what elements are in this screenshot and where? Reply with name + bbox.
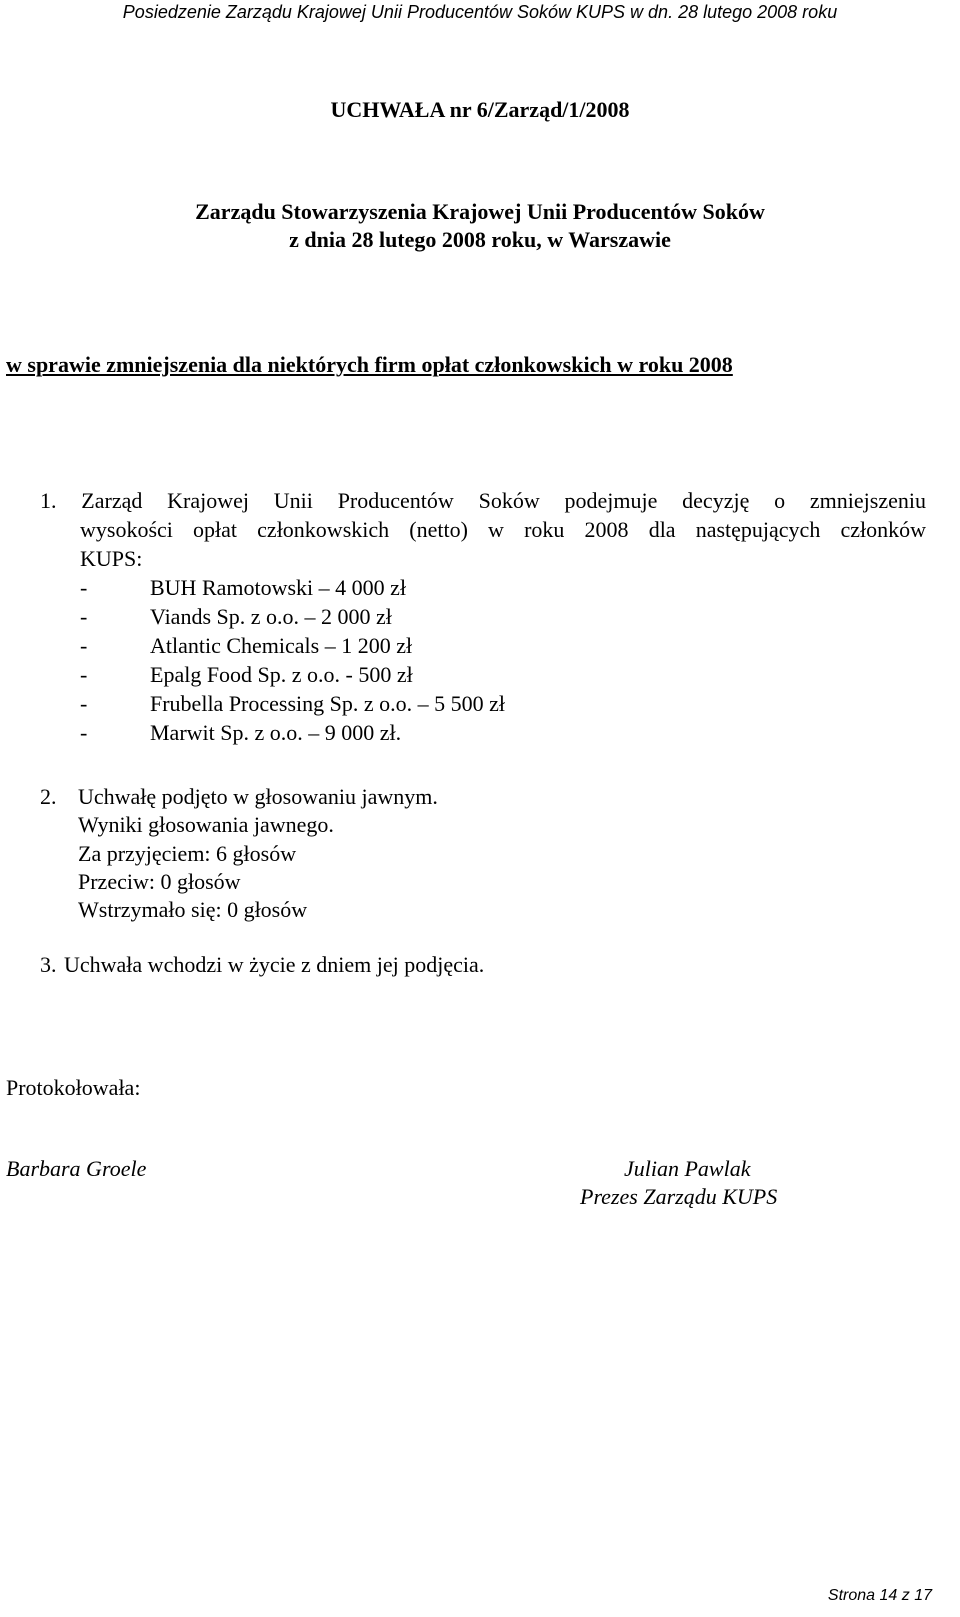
resolution-subtitle-line2: z dnia 28 lutego 2008 roku, w Warszawie	[289, 227, 671, 252]
member-item: Marwit Sp. z o.o. – 9 000 zł.	[150, 720, 402, 745]
list-dash: -	[80, 575, 88, 600]
item2-number: 2.	[40, 784, 57, 809]
item1-line2: wysokości opłat członkowskich (netto) w roku 2008 dla następujących członków	[80, 517, 926, 542]
votes-abstained: Wstrzymało się: 0 głosów	[78, 897, 308, 922]
votes-for: Za przyjęciem: 6 głosów	[78, 841, 297, 866]
resolution-subtitle-line1: Zarządu Stowarzyszenia Krajowej Unii Producentów Soków	[195, 199, 765, 224]
item1-line3: KUPS:	[80, 546, 143, 571]
recorded-by-label: Protokołowała:	[6, 1075, 141, 1100]
item1-line1: 1. Zarząd Krajowej Unii Producentów Soków podejmuje decyzję o zmniejszeniu	[40, 488, 926, 513]
signature-right-title: Prezes Zarządu KUPS	[580, 1184, 778, 1209]
signature-left: Barbara Groele	[6, 1156, 147, 1181]
votes-against: Przeciw: 0 głosów	[78, 869, 241, 894]
list-dash: -	[80, 662, 88, 687]
signature-right-name: Julian Pawlak	[624, 1156, 751, 1181]
vote-results-title: Wyniki głosowania jawnego.	[78, 812, 334, 837]
page-number: Strona 14 z 17	[827, 1587, 932, 1604]
member-item: BUH Ramotowski – 4 000 zł	[150, 575, 407, 600]
list-dash: -	[80, 633, 88, 658]
member-item: Frubella Processing Sp. z o.o. – 5 500 zł	[150, 691, 506, 716]
resolution-subject: w sprawie zmniejszenia dla niektórych firm opłat członkowskich w roku 2008	[6, 352, 733, 377]
list-dash: -	[80, 720, 88, 745]
item3-number: 3.	[40, 952, 57, 977]
member-item: Viands Sp. z o.o. – 2 000 zł	[150, 604, 392, 629]
list-dash: -	[80, 691, 88, 716]
member-item: Atlantic Chemicals – 1 200 zł	[150, 633, 413, 658]
resolution-title: UCHWAŁA nr 6/Zarząd/1/2008	[330, 97, 630, 122]
page-header: Posiedzenie Zarządu Krajowej Unii Producentów Soków KUPS w dn. 28 lutego 2008 roku	[122, 2, 838, 22]
list-dash: -	[80, 604, 88, 629]
item2-text: Uchwałę podjęto w głosowaniu jawnym.	[78, 784, 438, 809]
item3-text: Uchwała wchodzi w życie z dniem jej podjęcia.	[64, 952, 485, 977]
member-item: Epalg Food Sp. z o.o. - 500 zł	[150, 662, 413, 687]
